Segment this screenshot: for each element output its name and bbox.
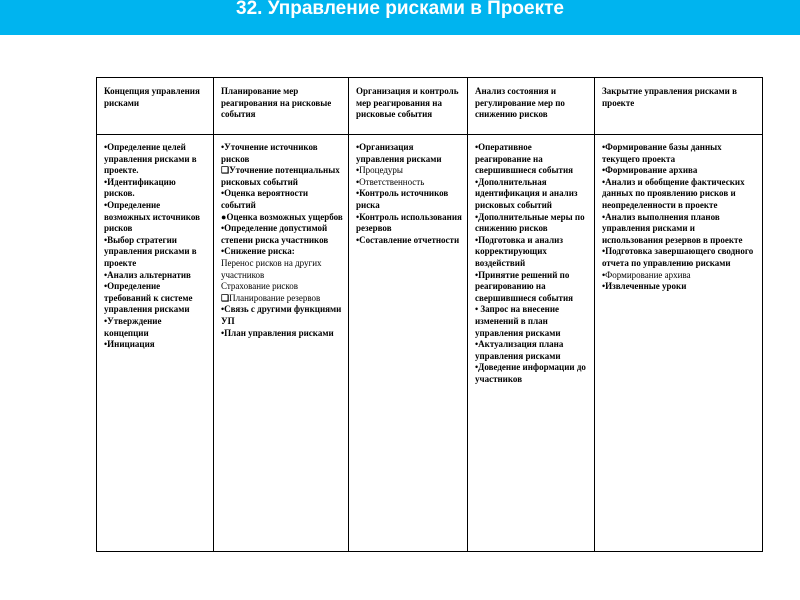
column-planning [214, 135, 349, 552]
list-item-text: Выбор стратегии управления рисками в проекте [104, 234, 197, 268]
list-item [104, 142, 208, 177]
list-item-text: Доведение информации до участников [475, 362, 586, 384]
list-item [475, 339, 589, 362]
list-item-text: Ответственность [359, 176, 425, 187]
list-item [602, 142, 757, 165]
list-item [104, 316, 208, 339]
bullet-icon: • [104, 176, 108, 187]
list-item [602, 177, 757, 212]
header-concept: Концепция управления рисками [97, 78, 214, 135]
list-item-text: Подготовка завершающего сводного отчета по управлению рисками [602, 246, 754, 268]
list-item [602, 246, 757, 269]
list-item-text: Уточнение потенциальных рисковых событий [221, 165, 340, 187]
header-closing: Закрытие управления рисками в проекте [595, 78, 763, 135]
list-item-text: Оценка вероятности событий [221, 188, 309, 210]
header-analysis: Анализ состояния и регулирование мер по снижению рисков [468, 78, 595, 135]
bullet-icon: • [104, 234, 108, 245]
column-organization [349, 135, 468, 552]
column-analysis [468, 135, 595, 552]
list-item [221, 223, 343, 246]
list-item [475, 142, 589, 177]
list-item [104, 281, 208, 316]
list-item-text: Определение целей управления рисками в проекте. [104, 142, 197, 176]
list-item [602, 270, 757, 282]
list-item-text: Утверждение концепции [104, 315, 162, 338]
list-item-text: Снижение риска: [224, 246, 295, 257]
list-item [356, 235, 462, 247]
list-item-text: Контроль источников риска [356, 188, 449, 210]
bullet-icon: • [221, 304, 225, 315]
bullet-icon: • [356, 176, 360, 187]
bullet-icon: • [475, 304, 479, 315]
bullet-icon: • [104, 269, 108, 280]
list-item [221, 304, 343, 327]
bullet-icon: • [104, 142, 108, 152]
bullet-icon: • [356, 142, 360, 152]
list-item-text: Связь с другими функциями УП [221, 304, 342, 326]
list-item [602, 281, 757, 293]
list-item-text: Анализ выполнения планов управления рисками и использования резервов в проекте [602, 211, 743, 245]
list-item [104, 200, 208, 235]
list-item [104, 177, 208, 200]
bullet-icon: • [356, 188, 360, 199]
list-item [221, 293, 343, 305]
header-organization: Организация и контроль мер реагирования на рисковые события [349, 78, 468, 135]
bullet-icon: • [475, 362, 479, 373]
list-item [356, 142, 462, 165]
bullet-icon: • [475, 339, 479, 350]
bullet-icon: • [221, 223, 225, 234]
bullet-icon: • [602, 269, 606, 280]
list-item [104, 235, 208, 270]
bullet-icon: • [602, 246, 606, 257]
list-item-text: Оперативное реагирование на свершившиеся события [475, 142, 573, 176]
list-item [221, 142, 343, 165]
bullet-icon: • [104, 199, 108, 210]
list-item-text: Организация управления рисками [356, 142, 442, 164]
bullet-icon: • [221, 327, 225, 338]
list-item-text: Страхование рисков [221, 281, 299, 292]
bullet-icon: • [602, 142, 606, 152]
list-item-text: Формирование архива [605, 269, 691, 280]
list-item-text: Формирование базы данных текущего проекта [602, 142, 722, 164]
list-item-text: Инициация [107, 339, 155, 350]
list-item-text: План управления рисками [224, 327, 334, 338]
bullet-icon: • [475, 142, 479, 152]
bullet-icon: • [602, 211, 606, 222]
list-item [356, 165, 462, 177]
list-item [221, 212, 343, 224]
list-item [475, 212, 589, 235]
list-item [475, 235, 589, 270]
list-item-text: Принятие решений по реагированию на свершившиеся события [475, 269, 573, 303]
list-item-text: Оценка возможных ущербов [226, 211, 343, 222]
bullet-icon: • [475, 269, 479, 280]
column-concept [97, 135, 214, 552]
list-item-text: Актуализация плана управления рисками [475, 339, 564, 361]
list-item-text: Планирование резервов [229, 292, 321, 303]
list-item [356, 212, 462, 235]
list-item-text: Составление отчетности [359, 234, 460, 245]
list-item [104, 339, 208, 351]
list-item-text: Запрос на внесение изменений в план управления рисками [475, 304, 561, 338]
list-item-text: Определение требований к системе управления рисками [104, 281, 193, 315]
list-item [221, 246, 343, 258]
list-item [356, 188, 462, 211]
bullet-icon: • [356, 211, 360, 222]
list-item [475, 270, 589, 305]
bullet-icon: • [602, 176, 606, 187]
bullet-icon: • [356, 234, 360, 245]
bullet-icon: • [221, 142, 225, 152]
bullet-icon: • [221, 246, 225, 257]
list-item-text: Определение возможных источников рисков [104, 199, 200, 234]
bullet-icon: ● [221, 211, 227, 222]
bullet-icon: • [221, 188, 225, 199]
bullet-icon: ❑ [221, 165, 230, 176]
bullet-icon: ❑ [221, 292, 230, 303]
list-item-text: Контроль использования резервов [356, 211, 462, 234]
list-item [221, 188, 343, 211]
list-item [221, 165, 343, 188]
list-item-text: Дополнительные меры по снижению рисков [475, 211, 585, 234]
list-item [475, 304, 589, 339]
list-item-text: Извлеченные уроки [605, 281, 687, 292]
list-item-text: Анализ альтернатив [107, 269, 191, 280]
table-body-row [97, 135, 763, 552]
bullet-icon: • [104, 339, 108, 350]
list-item-text: Уточнение источников рисков [221, 142, 318, 164]
list-item-text: Определение допустимой степени риска участников [221, 223, 329, 245]
list-item [602, 212, 757, 247]
list-item [104, 270, 208, 282]
list-item-text: Процедуры [359, 165, 403, 176]
header-planning: Планирование мер реагирования на рисковые события [214, 78, 349, 135]
bullet-icon: • [104, 315, 108, 326]
list-item-text: Перенос рисков на других участников [221, 257, 322, 280]
list-item [221, 258, 343, 281]
column-closing [595, 135, 763, 552]
list-item [475, 177, 589, 212]
list-item [221, 328, 343, 340]
bullet-icon: • [104, 281, 108, 292]
bullet-icon: • [602, 165, 606, 176]
list-item [602, 165, 757, 177]
bullet-icon: • [475, 176, 479, 187]
bullet-icon: • [602, 281, 606, 292]
list-item-text: Формирование архива [605, 165, 698, 176]
list-item [221, 281, 343, 293]
list-item-text: Анализ и обобщение фактических данных по проявлению рисков и неопределенности в проекте [602, 176, 745, 210]
risk-management-table [96, 77, 763, 552]
table-header-row [97, 78, 763, 135]
slide-title: 32. Управление рисками в Проекте [236, 0, 564, 19]
list-item [356, 177, 462, 189]
bullet-icon: • [475, 234, 479, 245]
list-item-text: Дополнительная идентификация и анализ рисковых событий [475, 176, 578, 210]
list-item-text: Подготовка и анализ корректирующих воздействий [475, 234, 563, 268]
bullet-icon: • [475, 211, 479, 222]
bullet-icon: • [356, 165, 360, 176]
list-item [475, 362, 589, 385]
list-item-text: Идентификацию рисков. [104, 176, 176, 199]
